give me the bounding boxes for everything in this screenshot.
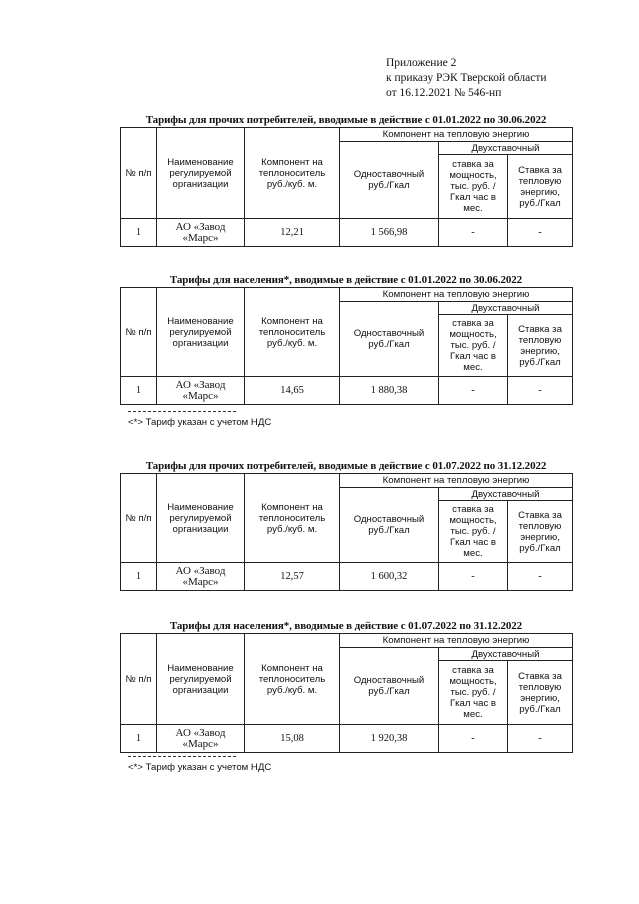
header-energy: Компонент на тепловую энергию [340, 474, 573, 488]
table-row [121, 377, 573, 405]
header-energy: Компонент на тепловую энергию [340, 634, 573, 648]
footnote-text: <*> Тариф указан с учетом НДС [128, 417, 272, 428]
footnote-text: <*> Тариф указан с учетом НДС [128, 762, 272, 773]
appendix-line-2: к приказу РЭК Тверской области [386, 72, 547, 84]
header-single: Одноставочный руб./Гкал [340, 648, 439, 725]
row-num: 1 [121, 563, 157, 591]
header-name: Наименование регулируемой организации [157, 288, 245, 377]
row-energy-rate: - [508, 377, 573, 405]
header-carrier: Компонент на теплоноситель руб./куб. м. [245, 474, 340, 563]
tariff-table [120, 127, 573, 247]
tariff-table [120, 473, 573, 591]
footnote-1 [128, 411, 271, 428]
tariff-table [120, 633, 573, 753]
header-double: Двухставочный [439, 648, 573, 661]
header-carrier: Компонент на теплоноситель руб./куб. м. [245, 128, 340, 219]
tariff-block-1 [120, 114, 572, 247]
header-single: Одноставочный руб./Гкал [340, 142, 439, 219]
header-num: № п/п [121, 128, 157, 219]
header-capacity: ставка за мощность, тыс. руб. /Гкал час в мес. [439, 661, 508, 725]
header-name: Наименование регулируемой организации [157, 474, 245, 563]
header-energy-rate: Ставка за тепловую энергию, руб./Гкал [508, 501, 573, 563]
header-num: № п/п [121, 634, 157, 725]
row-carrier: 12,21 [245, 219, 340, 247]
header-energy: Компонент на тепловую энергию [340, 128, 573, 142]
header-energy-rate: Ставка за тепловую энергию, руб./Гкал [508, 661, 573, 725]
header-carrier: Компонент на теплоноситель руб./куб. м. [245, 634, 340, 725]
appendix-header [386, 56, 547, 101]
row-energy-rate: - [508, 219, 573, 247]
header-double: Двухставочный [439, 142, 573, 155]
header-num: № п/п [121, 474, 157, 563]
header-double: Двухставочный [439, 302, 573, 315]
tariff-title: Тарифы для прочих потребителей, вводимые в действие с 01.07.2022 по 31.12.2022 [145, 460, 547, 472]
header-energy: Компонент на тепловую энергию [340, 288, 573, 302]
row-num: 1 [121, 219, 157, 247]
header-energy-rate: Ставка за тепловую энергию, руб./Гкал [508, 315, 573, 377]
header-capacity: ставка за мощность, тыс. руб. /Гкал час в мес. [439, 501, 508, 563]
tariff-title: Тарифы для прочих потребителей, вводимые в действие с 01.01.2022 по 30.06.2022 [145, 114, 547, 126]
header-name: Наименование регулируемой организации [157, 634, 245, 725]
tariff-block-2 [120, 274, 572, 405]
tariff-block-3 [120, 460, 572, 591]
row-capacity: - [439, 377, 508, 405]
header-single: Одноставочный руб./Гкал [340, 302, 439, 377]
row-carrier: 14,65 [245, 377, 340, 405]
header-single: Одноставочный руб./Гкал [340, 488, 439, 563]
row-single: 1 920,38 [340, 725, 439, 753]
footnote-rule [128, 411, 236, 412]
header-capacity: ставка за мощность, тыс. руб. /Гкал час в мес. [439, 315, 508, 377]
header-energy-rate: Ставка за тепловую энергию, руб./Гкал [508, 155, 573, 219]
row-single: 1 600,32 [340, 563, 439, 591]
row-org: АО «Завод «Марс» [157, 563, 245, 591]
footnote-rule [128, 756, 236, 757]
appendix-line-1: Приложение 2 [386, 57, 457, 69]
header-carrier: Компонент на теплоноситель руб./куб. м. [245, 288, 340, 377]
row-capacity: - [439, 725, 508, 753]
row-org: АО «Завод «Марс» [157, 377, 245, 405]
header-num: № п/п [121, 288, 157, 377]
tariff-block-4 [120, 620, 572, 753]
tariff-title: Тарифы для населения*, вводимые в действие с 01.01.2022 по 30.06.2022 [169, 274, 523, 286]
appendix-line-3: от 16.12.2021 № 546-нп [386, 87, 502, 99]
tariff-title: Тарифы для населения*, вводимые в действие с 01.07.2022 по 31.12.2022 [169, 620, 523, 632]
header-double: Двухставочный [439, 488, 573, 501]
table-row [121, 563, 573, 591]
header-capacity: ставка за мощность, тыс. руб. /Гкал час в мес. [439, 155, 508, 219]
footnote-2 [128, 756, 271, 773]
row-num: 1 [121, 377, 157, 405]
row-single: 1 880,38 [340, 377, 439, 405]
row-energy-rate: - [508, 725, 573, 753]
row-single: 1 566,98 [340, 219, 439, 247]
table-row [121, 725, 573, 753]
row-org: АО «Завод «Марс» [157, 219, 245, 247]
row-org: АО «Завод «Марс» [157, 725, 245, 753]
row-carrier: 12,57 [245, 563, 340, 591]
table-row [121, 219, 573, 247]
tariff-table [120, 287, 573, 405]
row-carrier: 15,08 [245, 725, 340, 753]
row-num: 1 [121, 725, 157, 753]
header-name: Наименование регулируемой организации [157, 128, 245, 219]
row-capacity: - [439, 563, 508, 591]
row-energy-rate: - [508, 563, 573, 591]
row-capacity: - [439, 219, 508, 247]
